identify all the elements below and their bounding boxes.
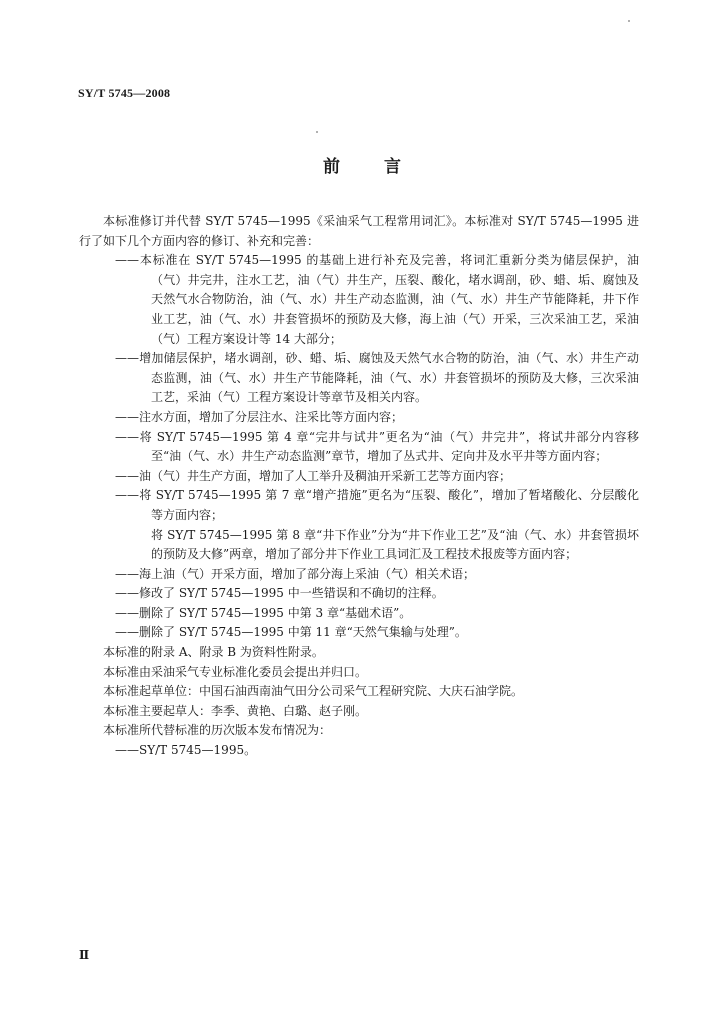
closing-paragraph: 本标准的附录 A、附录 B 为资料性附录。 [103,645,324,660]
list-item: ——删除了 SY/T 5745—1995 中第 11 章“天然气集输与处理”。 [115,625,467,640]
closing-paragraph: 本标准主要起草人：李季、黄艳、白璐、赵子刚。 [103,703,368,718]
history-item: ——SY/T 5745—1995。 [115,743,257,758]
closing-paragraph: 本标准起草单位：中国石油西南油气田分公司采气工程研究院、大庆石油学院。 [103,684,524,699]
page-number: Ⅱ [79,948,90,962]
intro-paragraph: 本标准修订并代替 SY/T 5745—1995《采油采气工程常用词汇》。本标准对 SY/T 5745—1995 进行了如下几个方面内容的修订、补充和完善： [79,214,639,248]
list-item: ——修改了 SY/T 5745—1995 中一些错误和不确切的注释。 [115,586,444,601]
foreword-body [79,212,639,761]
closing-paragraph: 本标准所代替标准的历次版本发布情况为： [103,723,332,738]
scan-speck [628,20,630,22]
document-code: SY/T 5745—2008 [78,86,171,100]
scan-speck [316,131,318,133]
list-item: ——油（气）井生产方面，增加了人工举升及稠油开采新工艺等方面内容； [115,468,512,483]
list-item: ——删除了 SY/T 5745—1995 中第 3 章“基础术语”。 [115,605,412,620]
list-item: ——本标准在 SY/T 5745—1995 的基础上进行补充及完善，将词汇重新分类为储层保护，油（气）井完井，注水工艺，油（气）井生产，压裂、酸化，堵水调剖，砂、蜡、垢、腐蚀及天然气水合物防治，油（气、水）井生产动态监测，油（气、水）井生产节能降耗，井下作业工艺，油（气、水）井套管损坏的预防及大修，海上油（气）开采，三次采油工艺，采油（气）工程方案设计等 14 大部分； [115,253,639,346]
page-title: 前言 [323,157,445,177]
list-item: 将 SY/T 5745—1995 第 8 章“井下作业”分为“井下作业工艺”及“油（气、水）井套管损坏的预防及大修”两章，增加了部分井下作业工具词汇及工程技术报废等方面内容； [151,527,639,562]
closing-paragraph: 本标准由采油采气专业标准化委员会提出并归口。 [103,664,368,679]
list-item: ——将 SY/T 5745—1995 第 4 章“完井与试井”更名为“油（气）井完井”，将试井部分内容移至“油（气、水）井生产动态监测”章节，增加了丛式井、定向井及水平井等方面内容； [115,429,639,464]
list-item: ——将 SY/T 5745—1995 第 7 章“增产措施”更名为“压裂、酸化”，增加了暂堵酸化、分层酸化等方面内容； [115,488,639,522]
list-item: ——注水方面，增加了分层注水、注采比等方面内容； [115,409,404,424]
list-item: ——海上油（气）开采方面，增加了部分海上采油（气）相关术语； [115,566,476,581]
list-item: ——增加储层保护，堵水调剖，砂、蜡、垢、腐蚀及天然气水合物的防治，油（气、水）井生产动态监测，油（气、水）井生产节能降耗，油（气、水）井套管损坏的预防及大修，三次采油工艺，采油（气）工程方案设计等章节及相关内容。 [115,351,639,405]
